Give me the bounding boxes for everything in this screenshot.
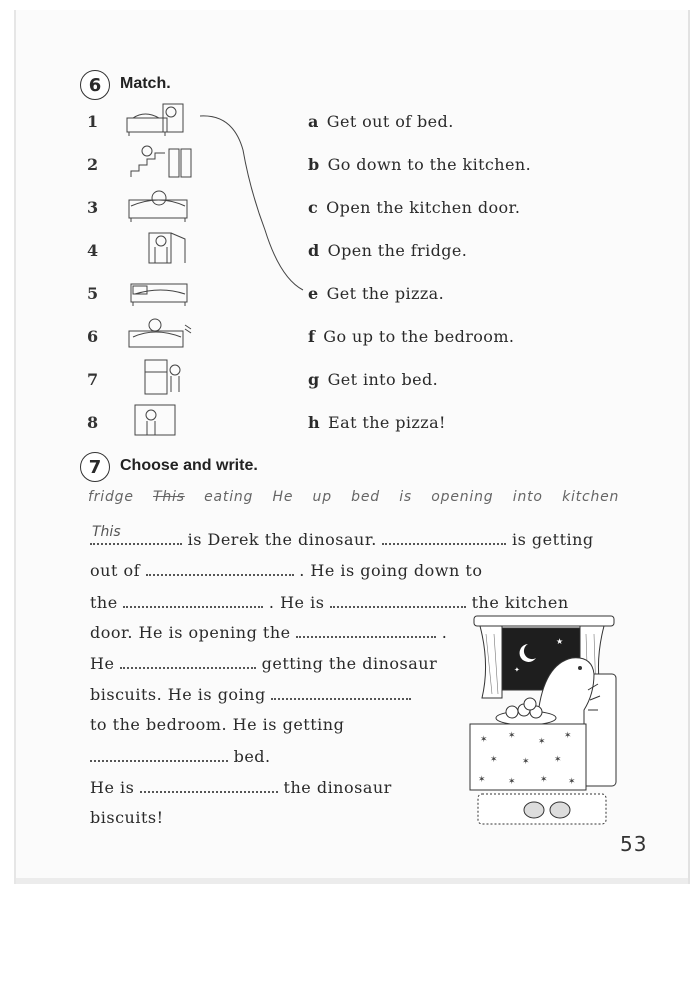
- option-e: e Get the pizza.: [308, 284, 445, 303]
- item-number-8: 8: [87, 413, 99, 432]
- svg-text:✶: ✶: [564, 731, 572, 741]
- blank-3[interactable]: [146, 560, 294, 576]
- svg-text:✶: ✶: [508, 777, 516, 787]
- option-b: b Go down to the kitchen.: [308, 155, 532, 174]
- word-up: up: [312, 489, 332, 505]
- word-is: is: [399, 489, 413, 505]
- picture-1-getting-out-of-bed: [125, 100, 195, 138]
- item-number-7: 7: [87, 370, 99, 389]
- picture-5-bed: [125, 272, 195, 310]
- exercise-7-title: Choose and write.: [120, 457, 258, 474]
- word-bed: bed: [351, 489, 380, 505]
- item-number-1: 1: [87, 112, 99, 131]
- item-number-3: 3: [87, 198, 99, 217]
- text-line-9: He is the dinosaur: [90, 778, 392, 797]
- word-into: into: [512, 489, 543, 505]
- blank-4[interactable]: [123, 592, 263, 608]
- svg-text:✶: ✶: [538, 737, 546, 747]
- item-number-2: 2: [87, 155, 99, 174]
- option-a: a Get out of bed.: [308, 112, 454, 131]
- exercise-6-title: Match.: [120, 75, 171, 92]
- option-d: d Open the fridge.: [308, 241, 468, 260]
- item-number-4: 4: [87, 241, 99, 260]
- word-he: He: [272, 489, 294, 505]
- svg-text:✶: ✶: [478, 775, 486, 785]
- text-line-7: to the bedroom. He is getting: [90, 715, 345, 734]
- word-fridge: fridge: [88, 489, 134, 505]
- picture-6-eating-in-bed: [125, 315, 195, 353]
- picture-7-at-fridge: [125, 358, 195, 396]
- dinosaur-in-bed-illustration: [468, 614, 620, 828]
- blank-5[interactable]: [330, 592, 466, 608]
- svg-text:✶: ✶: [540, 775, 548, 785]
- svg-text:✶: ✶: [480, 735, 488, 745]
- text-line-5: He getting the dinosaur: [90, 654, 438, 673]
- text-line-2: out of . He is going down to: [90, 561, 483, 580]
- blank-10[interactable]: [140, 777, 278, 793]
- option-f: f Go up to the bedroom.: [308, 327, 515, 346]
- svg-text:✶: ✶: [568, 777, 576, 787]
- word-eating: eating: [204, 489, 254, 505]
- picture-8-in-kitchen: [125, 401, 195, 439]
- blank-6[interactable]: [296, 622, 436, 638]
- exercise-6-number: 6: [80, 70, 110, 100]
- text-line-1: is Derek the dinosaur. is getting: [90, 529, 594, 549]
- example-match-line: [195, 110, 310, 300]
- blank-7[interactable]: [120, 653, 256, 669]
- blank-8[interactable]: [271, 684, 411, 700]
- text-line-10: biscuits!: [90, 808, 164, 827]
- blank-1[interactable]: [90, 529, 182, 545]
- word-opening: opening: [431, 489, 494, 505]
- word-kitchen: kitchen: [562, 489, 620, 505]
- text-line-4: door. He is opening the .: [90, 623, 448, 642]
- option-c: c Open the kitchen door.: [308, 198, 521, 217]
- picture-3-sleeping-in-bed: [125, 186, 195, 224]
- text-line-8: bed.: [90, 746, 271, 766]
- svg-text:✶: ✶: [508, 731, 516, 741]
- handwritten-answer: This: [92, 524, 121, 540]
- svg-text:✶: ✶: [554, 755, 562, 765]
- option-g: g Get into bed.: [308, 370, 439, 389]
- svg-text:✶: ✶: [522, 757, 530, 767]
- svg-text:✦: ✦: [514, 666, 520, 674]
- picture-4-opening-door: [125, 229, 195, 267]
- text-line-3: the . He is the kitchen: [90, 593, 569, 612]
- exercise-7-number: 7: [80, 452, 110, 482]
- text-line-6: biscuits. He is going: [90, 684, 411, 704]
- svg-text:★: ★: [556, 637, 564, 646]
- word-this-used: This: [153, 489, 185, 505]
- item-number-5: 5: [87, 284, 99, 303]
- page-number: 53: [620, 832, 648, 856]
- word-bank: [88, 489, 633, 505]
- item-number-6: 6: [87, 327, 99, 346]
- blank-9[interactable]: [90, 746, 228, 762]
- option-h: h Eat the pizza!: [308, 413, 446, 432]
- svg-text:✶: ✶: [490, 755, 498, 765]
- blank-2[interactable]: [382, 529, 506, 545]
- picture-2-going-down-stairs: [125, 143, 195, 181]
